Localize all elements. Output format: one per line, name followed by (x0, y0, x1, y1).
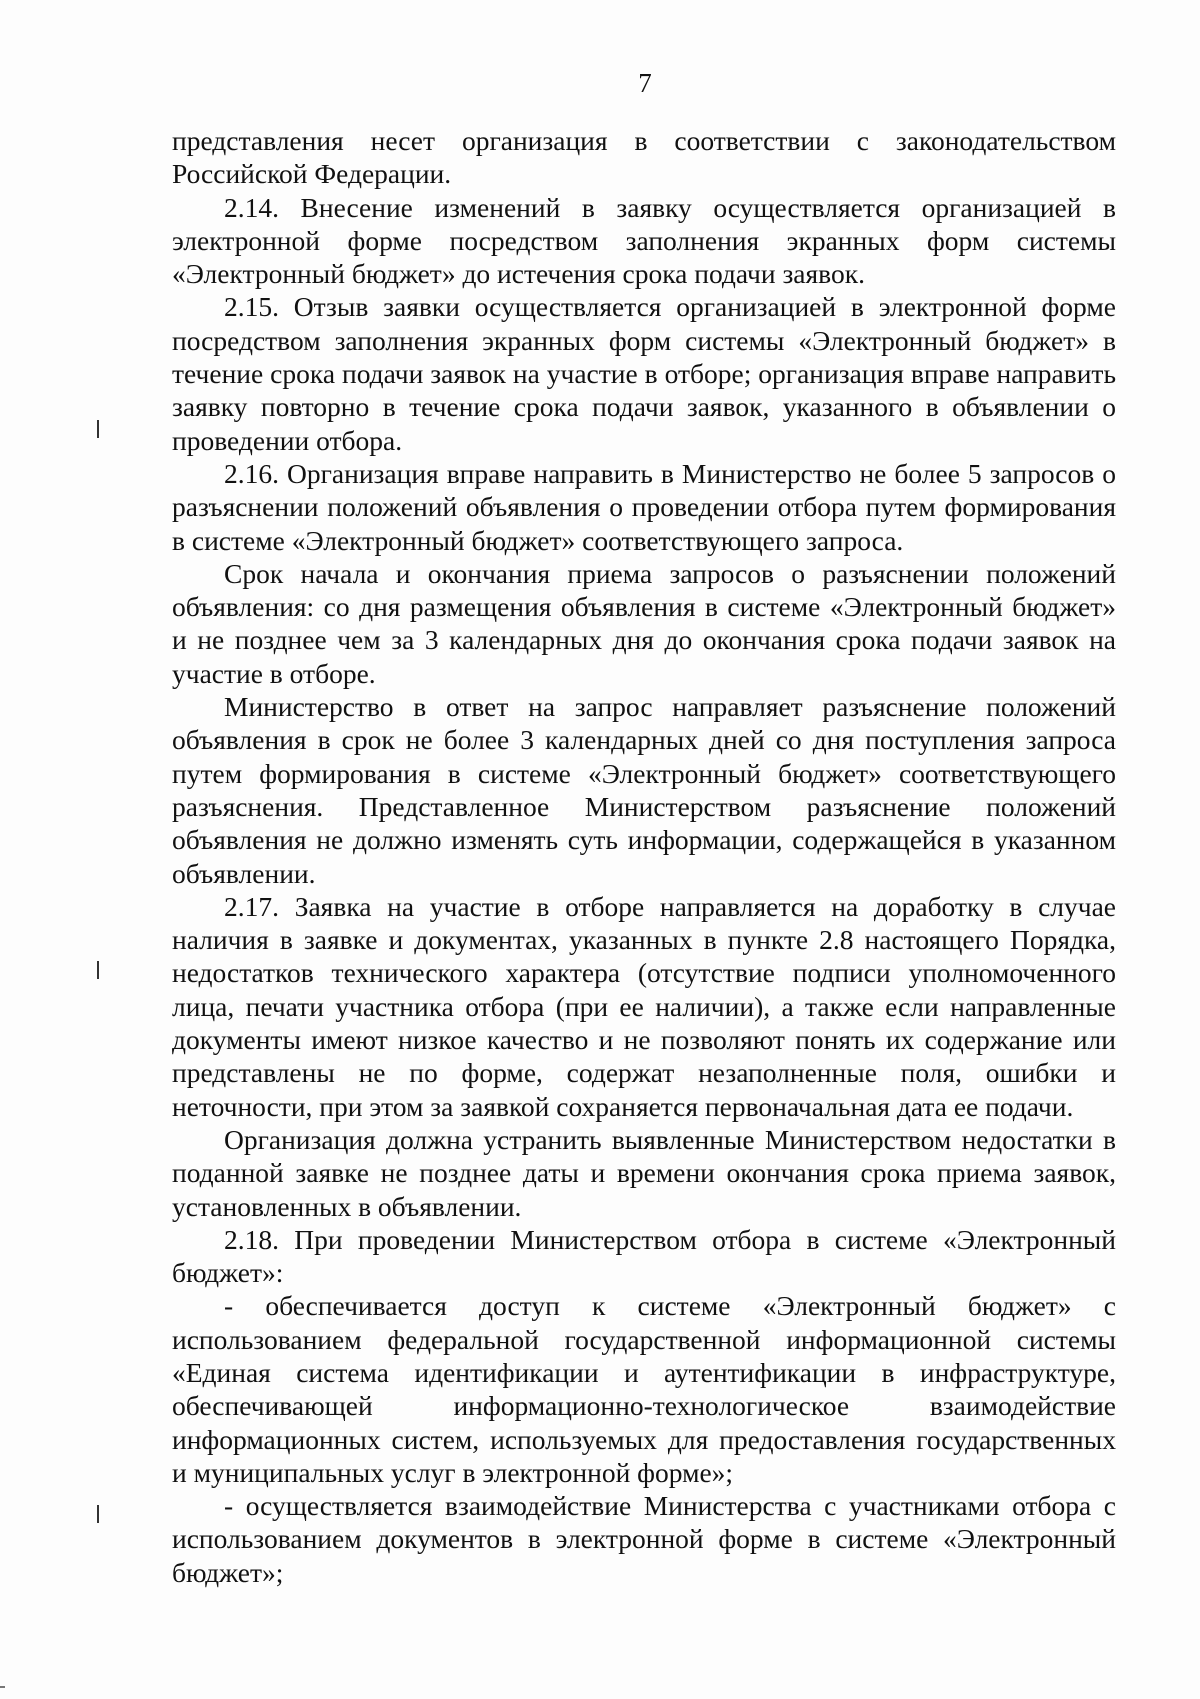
list-item-interaction: - осуществляется взаимодействие Министерства с участниками отбора с использованием документов в электронной форме в системе «Электронный бюджет»; (172, 1490, 1116, 1588)
paragraph-2-16: 2.16. Организация вправе направить в Министерство не более 5 запросов о разъяснении положений объявления о проведении отбора путем формирования в системе «Электронный бюджет» соответствующего запроса. (172, 457, 1116, 556)
scan-artifact (0, 1686, 5, 1688)
page-number: 7 (638, 68, 652, 98)
margin-binding-mark (97, 961, 99, 979)
paragraph-2-15: 2.15. Отзыв заявки осуществляется организацией в электронной форме посредством заполнения экранных форм системы «Электронный бюджет» в течение срока подачи заявок на участие в отборе; организация вправе направить заявку повторно в течение срока подачи заявок, указанного в объявлении о проведении отбора. (172, 291, 1116, 456)
margin-binding-mark (97, 420, 99, 438)
margin-binding-mark (97, 1505, 99, 1523)
paragraph-continuation: представления несет организация в соответствии с законодательством Российской Федерации. (172, 125, 1116, 190)
list-item-access: - обеспечивается доступ к системе «Электронный бюджет» с использованием федеральной государственной информационной системы «Единая система идентификации и аутентификации в инфраструктуре, обеспечивающей информационно-технологическое взаимодействие информационных систем, используемых для предоставления государственных и муниципальных услуг в электронной форме»; (172, 1290, 1116, 1488)
paragraph-2-18: 2.18. При проведении Министерством отбора в системе «Электронный бюджет»: (172, 1223, 1116, 1289)
paragraph-2-14: 2.14. Внесение изменений в заявку осуществляется организацией в электронной форме посредством заполнения экранных форм системы «Электронный бюджет» до истечения срока подачи заявок. (172, 191, 1116, 290)
paragraph-request-period: Срок начала и окончания приема запросов о разъяснении положений объявления: со дня размещения объявления в системе «Электронный бюджет» и не позднее чем за 3 календарных дня до окончания срока подачи заявок на участие в отборе. (172, 557, 1116, 689)
document-body (172, 124, 1116, 1589)
paragraph-deficiency-correction: Организация должна устранить выявленные Министерством недостатки в поданной заявке не позднее даты и времени окончания срока приема заявок, установленных в объявлении. (172, 1123, 1116, 1222)
paragraph-ministry-response: Министерство в ответ на запрос направляет разъяснение положений объявления в срок не более 3 календарных дней со дня поступления запроса путем формирования в системе «Электронный бюджет» соответствующего разъяснения. Представленное Министерством разъяснение положений объявления не должно изменять суть информации, содержащейся в указанном объявлении. (172, 691, 1116, 889)
paragraph-2-17: 2.17. Заявка на участие в отборе направляется на доработку в случае наличия в заявке и документах, указанных в пункте 2.8 настоящего Порядка, недостатков технического характера (отсутствие подписи уполномоченного лица, печати участника отбора (при ее наличии), а также если направленные документы имеют низкое качество и не позволяют понять их содержание или представлены не по форме, содержат незаполненные поля, ошибки и неточности, при этом за заявкой сохраняется первоначальная дата ее подачи. (172, 890, 1116, 1122)
